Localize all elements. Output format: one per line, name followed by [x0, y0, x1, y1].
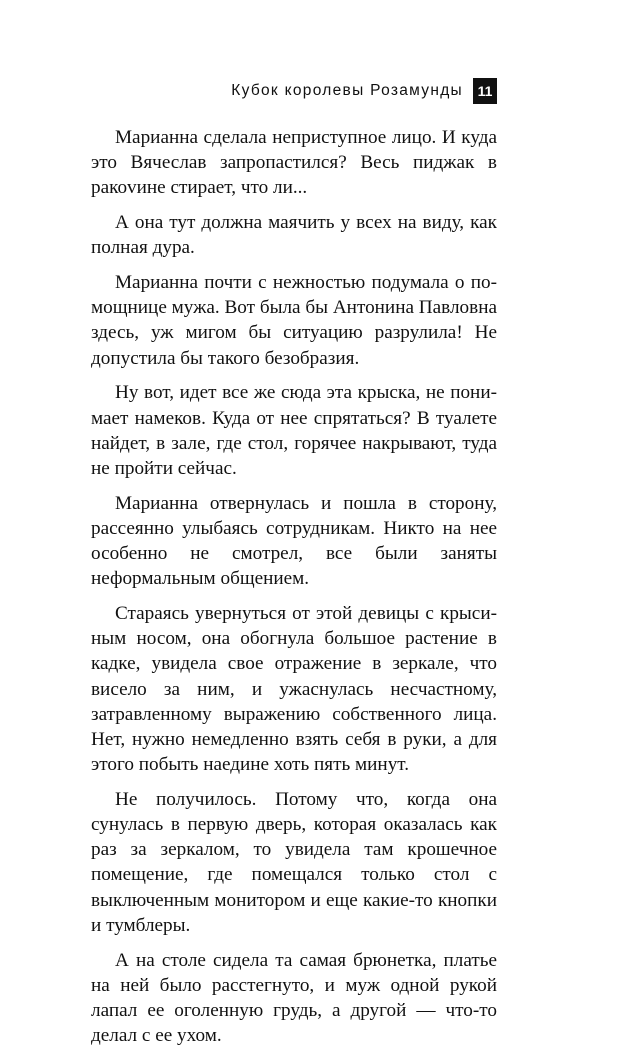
paragraph: Марианна отвернулась и пошла в сторону, рассеянно улыбаясь сотрудникам. Никто на нее особенно не смотрел, все были заняты неформальным общением. [91, 492, 497, 590]
paragraph: Ну вот, идет все же сюда эта крыска, не понимает намеков. Куда от нее спрятаться? В туалете найдет, в зале, где стол, горячее накрывают, туда не пройти сейчас. [91, 382, 497, 479]
running-title: Кубок королевы Розамунды [231, 82, 463, 99]
body-text [91, 125, 497, 1058]
paragraph: А на столе сидела та самая брюнетка, платье на ней было расстегнуто, и муж одной рукой лапал ее оголенную грудь, а другой — что-то делал с ее ухом. [91, 949, 497, 1047]
page-number: 11 [473, 78, 497, 104]
running-head [0, 78, 497, 104]
paragraph: Марианна почти с нежностью подумала о помощнице мужа. Вот была бы Антонина Павловна здесь, уж мигом бы ситуацию разрулила! Не допустила бы такого безобразия. [91, 272, 497, 369]
paragraph: Марианна сделала неприступное лицо. И куда это Вячеслав запропастился? Весь пиджак в ракоvине стирает, что ли... [91, 127, 497, 199]
paragraph: Стараясь увернуться от этой девицы с крысиным носом, она обогнула большое растение в кадке, увидела свое отражение в зеркале, что висело за ним, и ужаснулась несчастному, затравленному выражению собственного лица. Нет, нужно немедленно взять себя в руки, а для этого побыть наедине хоть пять минут. [91, 602, 497, 776]
paragraph: Не получилось. Потому что, когда она сунулась в первую дверь, которая оказалась как раз за зеркалом, то увидела там крошечное помещение, где помещался только стол с выключенным монитором и еще какие-то кнопки и тумблеры. [91, 788, 497, 936]
paragraph: А она тут должна маячить у всех на виду, как полная дура. [91, 212, 497, 259]
